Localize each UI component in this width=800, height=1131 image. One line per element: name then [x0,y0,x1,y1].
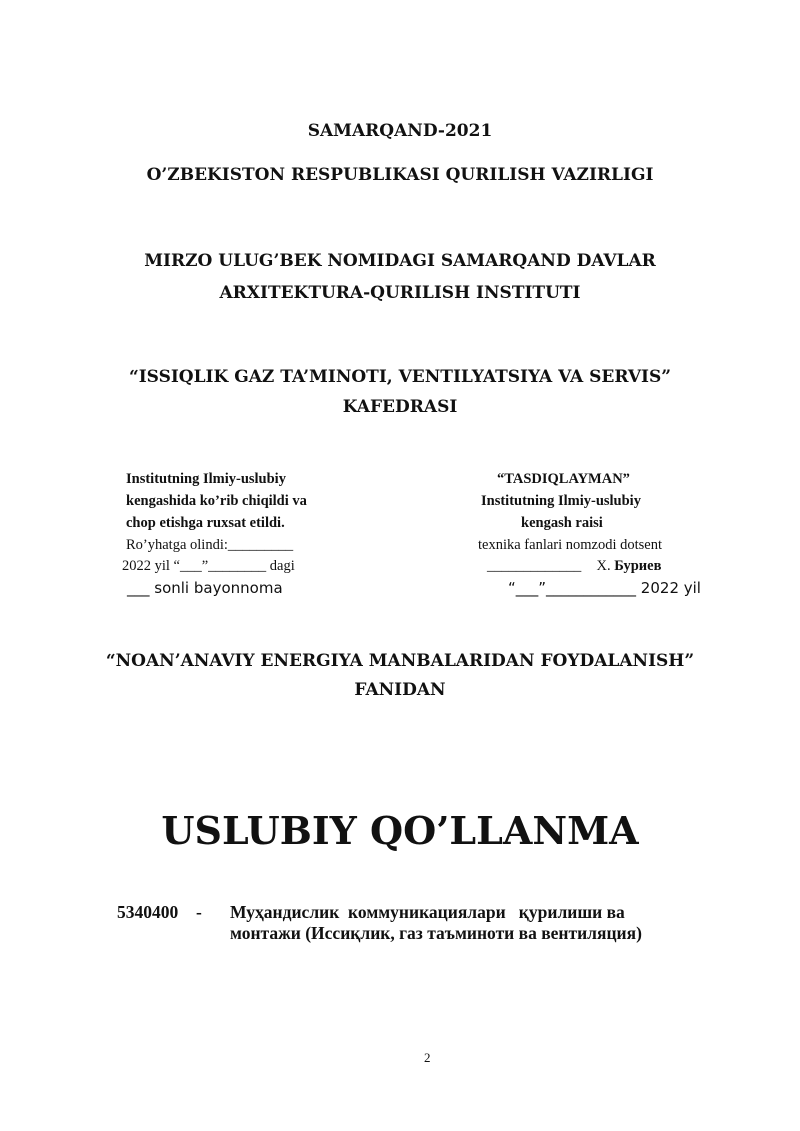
protocol-number-line: ___ sonli bayonnoma [127,579,283,597]
page-number: 2 [424,1050,431,1065]
specialty-name-line2: монтажи (Иссиқлик, газ таъминоти ва вентиляция) [230,923,642,943]
signature-line [487,558,661,575]
institute-name-line1: MIRZO ULUG’BEK NOMIDAGI SAMARQAND DAVLAR [144,251,656,271]
approver-council: Institutning Ilmiy-uslubiy [481,493,641,509]
subject-line2: FANIDAN [354,680,446,700]
council-line3: chop etishga ruxsat etildi. [126,515,285,531]
specialty-name-line1: Муҳандислик коммуникациялари қурилиши ва [230,902,625,922]
specialty-code: 5340400 [117,902,179,922]
approver-role: kengash raisi [521,515,603,531]
ministry-name: O’ZBEKISTON RESPUBLIKASI QURILISH VAZIRLIGI [146,165,654,185]
department-name-line1: “ISSIQLIK GAZ TA’MINOTI, VENTILYATSIYA VA SERVIS” [128,367,672,387]
city-year: SAMARQAND-2021 [307,121,493,141]
registration-date-line: 2022 yil “___”________ dagi [122,558,295,574]
signature-initial: Х. [596,558,611,574]
council-line2: kengashida ko’rib chiqildi va [126,493,307,509]
council-line1: Institutning Ilmiy-uslubiy [126,471,286,487]
specialty-dash: - [196,902,202,922]
signature-name: Буриев [614,558,662,574]
department-name-line2: KAFEDRASI [342,397,458,417]
approve-heading: “TASDIQLAYMAN” [497,471,630,487]
document-title: USLUBIY QO’LLANMA [161,808,639,853]
institute-name-line2: ARXITEKTURA-QURILISH INSTITUTI [219,283,581,303]
approval-date-line: “___”____________ 2022 yil [508,579,701,597]
signature-blank: _____________ [487,558,582,574]
approver-degree: texnika fanlari nomzodi dotsent [478,537,663,553]
subject-line1: “NOAN’ANAVIY ENERGIYA MANBALARIDAN FOYDALANISH” [105,651,695,671]
registration-line: Ro’yhatga olindi:_________ [126,537,294,553]
